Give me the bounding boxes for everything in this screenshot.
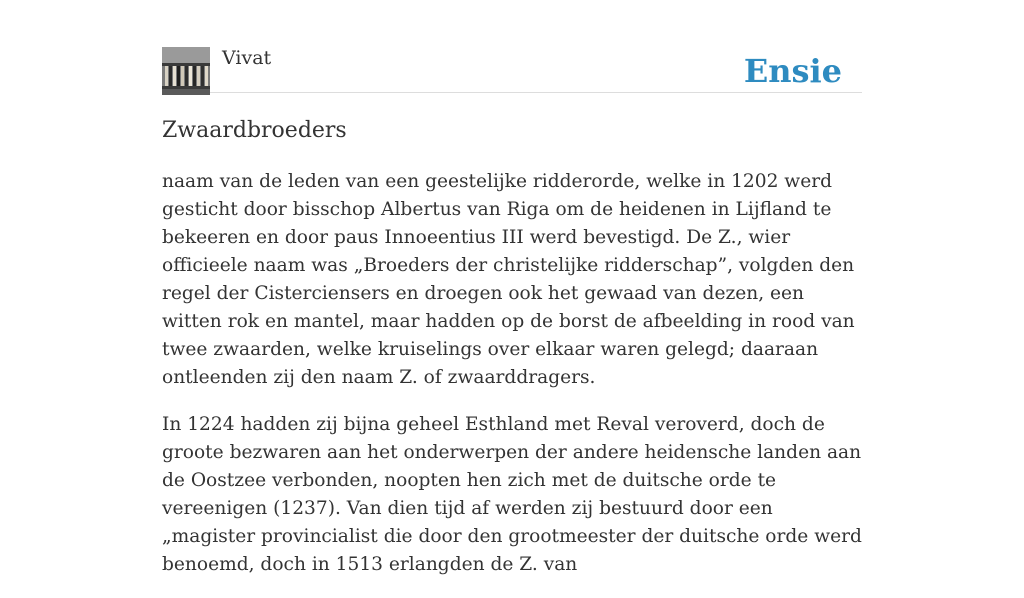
article-body (162, 168, 862, 598)
bookshelf-avatar-icon (162, 47, 210, 95)
article-paragraph: naam van de leden van een geestelijke ridderorde, welke in 1202 werd gesticht door bisschop Albertus van Riga om de heidenen in Lijfland te bekeeren en door paus Innoeentius III werd bevestigd. De Z., wier officieele naam was „Broeders der christelijke ridderschap”, volgden den regel der Cisterciensers en droegen ook het gewaad van dezen, een witten rok en mantel, maar hadden op de borst de afbeelding in rood van twee zwaarden, welke kruiselings over elkaar waren gelegd; daaraan ontleenden zij den naam Z. of zwaarddragers. (162, 171, 855, 388)
author-avatar[interactable] (162, 47, 210, 95)
article-title: Zwaardbroeders (162, 118, 347, 143)
page-header (162, 46, 862, 93)
author-name[interactable]: Vivat (222, 47, 272, 69)
article-paragraph: In 1224 hadden zij bijna geheel Esthland met Reval veroverd, doch de groote bezwaren aan het onderwerpen der andere heidensche landen aan de Oostzee verbonden, noopten hen zich met de duitsche orde te vereenigen (1237). Van dien tijd af werden zij bestuurd door een „magister provincialist die door den grootmeester der duitsche orde werd benoemd, doch in 1513 erlangden de Z. van (162, 414, 862, 575)
site-logo[interactable]: Ensie (743, 52, 842, 90)
